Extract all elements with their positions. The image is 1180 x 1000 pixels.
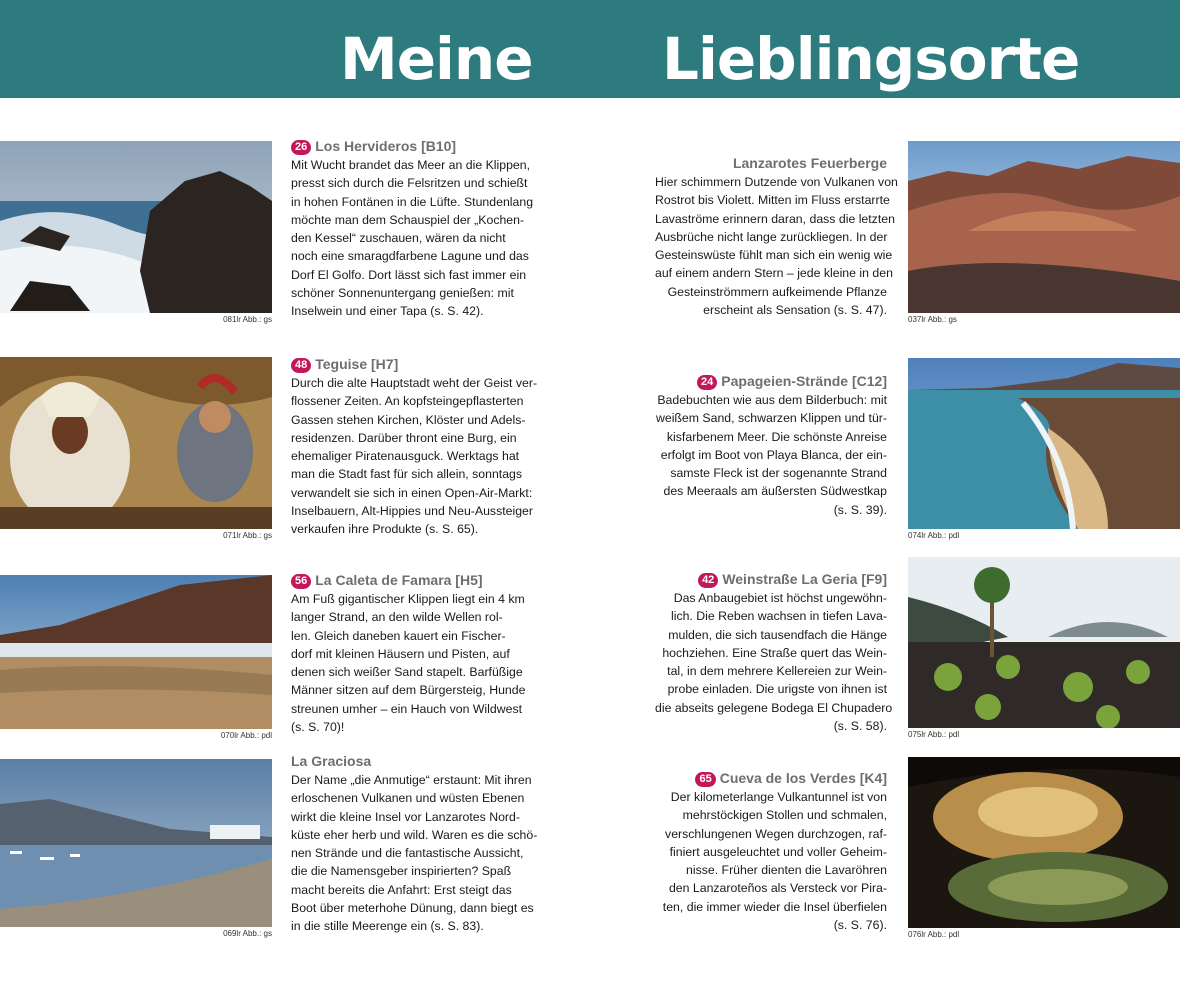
description-line: weißem Sand, schwarzen Klippen und tür- (655, 411, 887, 426)
place-heading (655, 153, 887, 173)
description-line: in die stille Meerenge ein (s. S. 83). (291, 919, 484, 934)
place-number-badge: 65 (695, 772, 715, 787)
photo-credit: 074lr Abb.: pdl (908, 531, 960, 540)
place-description (655, 391, 887, 519)
place-title: Cueva de los Verdes [K4] (719, 770, 887, 786)
description-line: Gassen stehen Kirchen, Klöster und Adels- (291, 412, 526, 427)
place-number-badge: 56 (291, 574, 311, 589)
place-entry (655, 153, 898, 319)
description-line: küste eher herb und wild. Waren es die schö- (291, 827, 538, 842)
description-line: in hohen Fontänen in die Lüfte. Stundenlang (291, 194, 534, 209)
description-line: Inselbauern, Alt-Hippies und Neu-Aussteiger (291, 504, 533, 519)
place-heading (655, 371, 887, 391)
description-line: macht bereits die Anfahrt: Erst steigt das (291, 882, 512, 897)
place-description (291, 374, 538, 539)
description-line: Lavaströme erinnern daran, dass die letzten (655, 211, 895, 226)
place-heading (291, 570, 523, 590)
photo-cueva-de-los-verdes (908, 757, 1180, 928)
description-line: len. Gleich daneben kauert ein Fischer- (291, 628, 506, 643)
description-line: residenzen. Darüber thront eine Burg, ein (291, 430, 517, 445)
place-description (655, 788, 887, 934)
description-line: dorf mit kleinen Häusern und Pisten, auf (291, 646, 510, 661)
place-entry (655, 371, 887, 519)
description-line: Der kilometerlange Vulkantunnel ist von (670, 790, 887, 804)
description-line: erfolgt im Boot von Playa Blanca, der ein- (660, 447, 887, 462)
place-title: Los Hervideros [B10] (315, 138, 457, 154)
place-description (655, 589, 893, 735)
description-line: den Lanzaroteños als Versteck vor Pira- (668, 881, 887, 896)
photo-teguise (0, 357, 272, 529)
title-word-lieblingsorte: Lieblingsorte (662, 25, 1080, 93)
place-title: Weinstraße La Geria [F9] (722, 571, 887, 587)
description-line: die die Namensgeber inspirierten? Spaß (291, 864, 512, 879)
place-heading (291, 136, 523, 156)
place-entry (291, 751, 538, 936)
description-line: (s. S. 58). (833, 719, 887, 734)
photo-credit: 071lr Abb.: gs (223, 531, 272, 540)
place-title: Lanzarotes Feuerberge (732, 155, 887, 171)
description-line: ten, die immer wieder die Insel überfielen (662, 899, 887, 914)
place-description (291, 590, 526, 736)
place-description (291, 156, 534, 321)
description-line: (s. S. 39). (833, 502, 887, 517)
description-line: (s. S. 70)! (291, 720, 345, 735)
photo-la-graciosa (0, 759, 272, 927)
photo-los-hervideros (0, 141, 272, 313)
place-title: Teguise [H7] (315, 356, 399, 372)
description-line: Dorf El Golfo. Dort lässt sich fast immer ein (291, 267, 527, 282)
description-line: wirkt die kleine Insel vor Lanzarotes Nord- (291, 809, 520, 824)
photo-weinstrasse-la-geria (908, 557, 1180, 728)
description-line: samste Fleck ist der sogenannte Strand (670, 466, 887, 481)
place-number-badge: 24 (697, 375, 717, 390)
title-banner (0, 0, 1180, 98)
description-line: verschlungenen Wegen durchzogen, raf- (665, 826, 887, 841)
description-line: flossener Zeiten. An kopfsteingepflasterten (291, 394, 524, 409)
place-title: Papageien-Strände [C12] (721, 373, 887, 389)
photo-credit: 069lr Abb.: gs (223, 929, 272, 938)
description-line: lich. Die Reben wachsen in tiefen Lava- (670, 609, 887, 624)
description-line: man die Stadt fast für sich allein, sonntags (291, 467, 523, 482)
place-heading (655, 569, 887, 589)
description-line: des Meeraals am äußersten Südwestkap (663, 484, 887, 499)
description-line: (s. S. 76). (833, 918, 887, 933)
description-line: erscheint als Sensation (s. S. 47). (703, 303, 887, 318)
place-entry (291, 136, 534, 321)
description-line: Gesteinswüste fühlt man sich ein wenig wie (655, 248, 893, 263)
place-title: La Graciosa (291, 753, 372, 769)
place-heading (655, 768, 887, 788)
place-description (291, 771, 538, 936)
description-line: finiert ausgeleuchtet und voller Geheim- (669, 844, 887, 859)
photo-credit: 037lr Abb.: gs (908, 315, 957, 324)
description-line: den Kessel“ zuschauen, wären da nicht (291, 231, 506, 246)
description-line: möchte man dem Schauspiel der „Kochen- (291, 212, 525, 227)
description-line: auf einem andern Stern – jede kleine in den (655, 266, 893, 281)
description-line: Inselwein und einer Tapa (s. S. 42). (291, 304, 484, 319)
description-line: mulden, die sich tausendfach die Hänge (668, 627, 887, 642)
description-line: die abseits gelegene Bodega El Chupadero (655, 700, 893, 715)
description-line: Boot über meterhohe Dünung, dann biegt es (291, 901, 534, 916)
description-line: verwandelt sie sich in einen Open-Air-Markt: (291, 485, 533, 500)
description-line: denen sich weißer Sand stapelt. Barfüßige (291, 665, 523, 680)
photo-credit: 076lr Abb.: pdl (908, 930, 960, 939)
place-title: La Caleta de Famara [H5] (315, 572, 483, 588)
place-description (655, 173, 898, 319)
description-line: verkaufen ihre Produkte (s. S. 65). (291, 522, 479, 537)
description-line: langer Strand, an den wilde Wellen rol- (291, 610, 503, 625)
photo-credit: 075lr Abb.: pdl (908, 730, 960, 739)
description-line: hochziehen. Eine Straße quert das Wein- (662, 645, 887, 660)
place-entry (291, 570, 526, 736)
description-line: noch eine smaragdfarbene Lagune und das (291, 249, 529, 264)
description-line: presst sich durch die Felsritzen und schießt (291, 176, 528, 191)
description-line: kisfarbenem Meer. Die schönste Anreise (666, 429, 887, 444)
place-entry (655, 768, 887, 934)
photo-lanzarotes-feuerberge (908, 141, 1180, 313)
photo-credit: 081lr Abb.: gs (223, 315, 272, 324)
description-line: erloschenen Vulkanen und wüsten Ebenen (291, 791, 525, 806)
description-line: nen Strände und die fantastische Aussicht, (291, 846, 524, 861)
place-heading (291, 354, 523, 374)
description-line: Rostrot bis Violett. Mitten im Fluss erstarrte (655, 193, 890, 208)
place-number-badge: 42 (698, 573, 718, 588)
description-line: Ausbrüche nicht lange zurückliegen. In der (655, 229, 888, 244)
description-line: Durch die alte Hauptstadt weht der Geist ver- (291, 376, 538, 390)
title-word-meine: Meine (340, 25, 533, 93)
place-heading (291, 751, 523, 771)
description-line: Am Fuß gigantischer Klippen liegt ein 4 km (291, 592, 525, 606)
description-line: schöner Sonnenuntergang genießen: mit (291, 286, 514, 301)
description-line: probe einladen. Die urigste von ihnen ist (667, 682, 887, 697)
description-line: Männer sitzen auf dem Bürgersteig, Hunde (291, 683, 526, 698)
place-number-badge: 26 (291, 140, 311, 155)
description-line: Das Anbaugebiet ist höchst ungewöhn- (673, 591, 887, 605)
photo-la-caleta-de-famara (0, 575, 272, 729)
description-line: tal, in dem mehrere Kellereien zur Wein- (667, 664, 887, 679)
description-line: Hier schimmern Dutzende von Vulkanen von (655, 175, 898, 189)
description-line: nisse. Früher dienten die Lavaröhren (686, 863, 887, 878)
place-entry (291, 354, 538, 539)
description-line: Gesteinströmmern aufkeimende Pflanze (667, 284, 887, 299)
description-line: Der Name „die Anmutige“ erstaunt: Mit ihren (291, 773, 532, 787)
photo-credit: 070lr Abb.: pdl (220, 731, 272, 740)
description-line: mehrstöckigen Stollen und schmalen, (682, 808, 887, 823)
photo-papageien-straende (908, 358, 1180, 529)
place-entry (655, 569, 893, 735)
description-line: Mit Wucht brandet das Meer an die Klippen, (291, 158, 531, 172)
description-line: Badebuchten wie aus dem Bilderbuch: mit (657, 393, 887, 407)
description-line: ehemaliger Piratenausguck. Werktags hat (291, 449, 520, 464)
place-number-badge: 48 (291, 358, 311, 373)
description-line: streunen umher – ein Hauch von Wildwest (291, 701, 523, 716)
